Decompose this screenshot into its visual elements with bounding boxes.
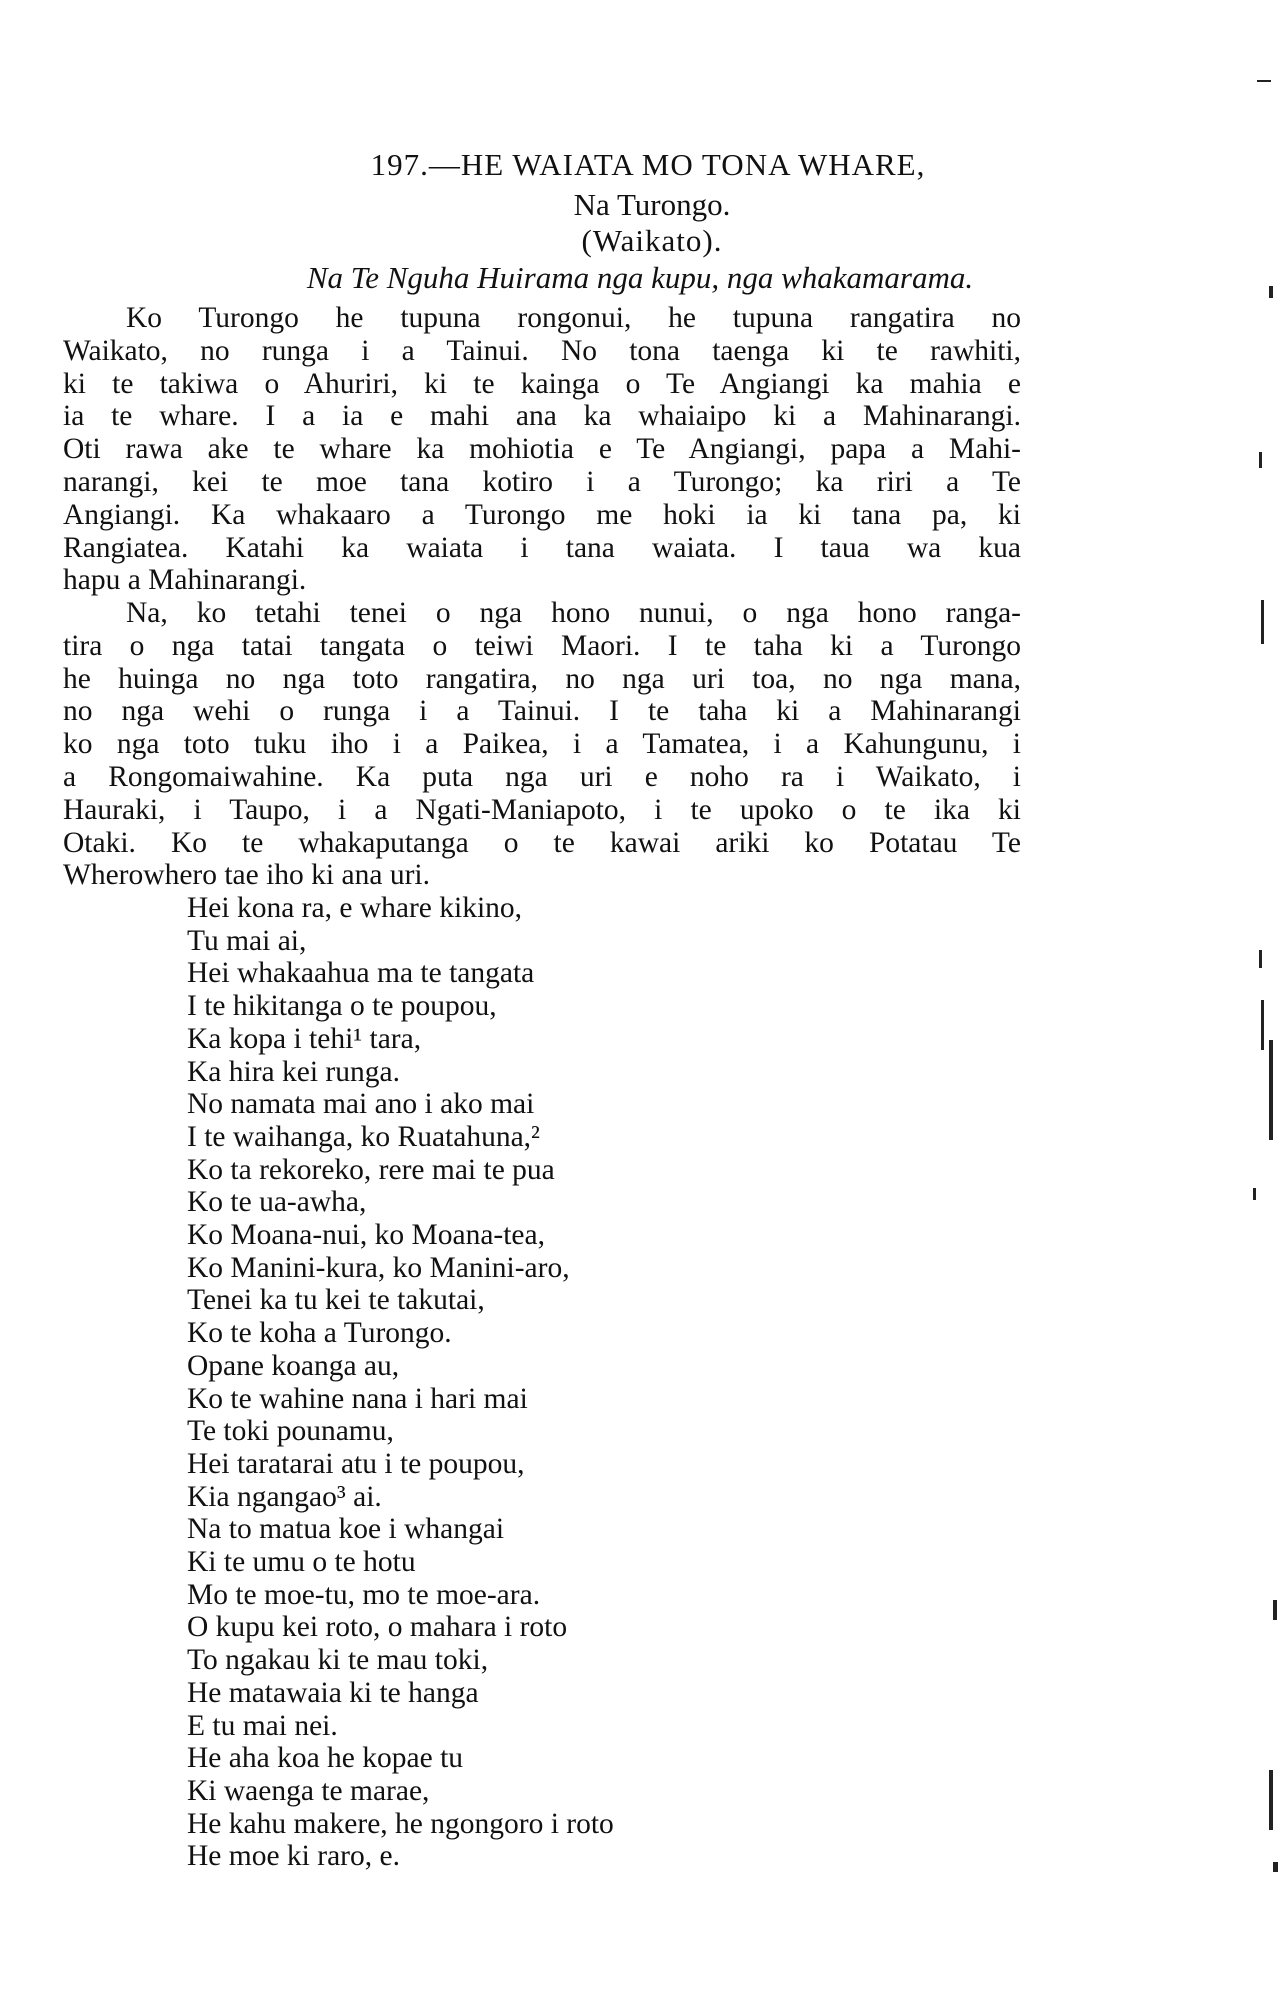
verse-line: Ka hira kei runga. <box>187 1055 400 1088</box>
verse-line: I te hikitanga o te poupou, <box>187 990 497 1023</box>
song-verse <box>187 892 614 1873</box>
paragraph-line: a Rongomaiwahine. Ka puta nga uri e noho ra i Waikato, i <box>63 760 1021 793</box>
paragraph-2 <box>63 597 1021 892</box>
verse-line: Ki waenga te marae, <box>187 1774 430 1807</box>
verse-line: Tenei ka tu kei te takutai, <box>187 1284 485 1317</box>
paragraph-line: Hauraki, i Taupo, i a Ngati-Maniapoto, i te upoko o te ika ki <box>63 793 1021 826</box>
verse-line: Ka kopa i tehi¹ tara, <box>187 1022 422 1055</box>
scan-mark <box>1253 1188 1256 1200</box>
song-title: 197.—HE WAIATA MO TONA WHARE, <box>370 147 926 182</box>
scan-mark <box>1259 452 1262 468</box>
verse-line: Hei whakaahua ma te tangata <box>187 957 535 990</box>
verse-line: He kahu makere, he ngongoro i roto <box>187 1807 614 1840</box>
verse-line: No namata mai ano i ako mai <box>187 1088 535 1121</box>
verse-line: O kupu kei roto, o mahara i roto <box>187 1611 568 1644</box>
paragraph-line: Rangiatea. Katahi ka waiata i tana waiata. I taua wa kua <box>63 531 1021 564</box>
scan-mark <box>1269 1770 1273 1830</box>
verse-line: Ko te wahine nana i hari mai <box>187 1382 528 1415</box>
paragraph-line: Waikato, no runga i a Tainui. No tona taenga ki te rawhiti, <box>63 334 1021 367</box>
song-author: Na Turongo. <box>573 187 731 222</box>
scan-mark <box>1269 286 1273 298</box>
verse-line: I te waihanga, ko Ruatahuna,² <box>187 1120 540 1153</box>
verse-line: Na to matua koe i whangai <box>187 1513 505 1546</box>
verse-line: Ko te koha a Turongo. <box>187 1317 452 1350</box>
paragraph-line: Otaki. Ko te whakaputanga o te kawai ariki ko Potatau Te <box>63 826 1021 859</box>
paragraph-line: narangi, kei te moe tana kotiro i a Turongo; ka riri a Te <box>63 465 1021 498</box>
verse-line: Ko te ua-awha, <box>187 1186 367 1219</box>
verse-line: To ngakau ki te mau toki, <box>187 1644 489 1677</box>
scan-mark <box>1259 950 1262 968</box>
verse-line: He matawaia ki te hanga <box>187 1676 479 1709</box>
verse-line: Kia ngangao³ ai. <box>187 1480 382 1513</box>
paragraph-line: tira o nga tatai tangata o teiwi Maori. I te taha ki a Turongo <box>63 629 1021 662</box>
scan-mark <box>1261 600 1264 644</box>
paragraph-line: Na, ko tetahi tenei o nga hono nunui, o nga hono ranga- <box>126 597 1021 629</box>
paragraph-line: Angiangi. Ka whakaaro a Turongo me hoki ia ki tana pa, ki <box>63 498 1021 531</box>
verse-line: Ko Moana-nui, ko Moana-tea, <box>187 1219 545 1252</box>
paragraph-line: Wherowhero tae iho ki ana uri. <box>63 859 430 892</box>
paragraph-1 <box>63 302 1021 597</box>
verse-line: Te toki pounamu, <box>187 1415 394 1448</box>
paragraph-line: hapu a Mahinarangi. <box>63 564 307 597</box>
verse-line: Tu mai ai, <box>187 924 307 957</box>
paragraph-line: ki te takiwa o Ahuriri, ki te kainga o Te Angiangi ka mahia e <box>63 367 1021 400</box>
scan-mark <box>1269 1040 1273 1140</box>
verse-line: He aha koa he kopae tu <box>187 1742 464 1775</box>
credit-line: Na Te Nguha Huirama nga kupu, nga whakamarama. <box>306 260 974 295</box>
scan-edge-artifacts <box>1225 0 1280 2000</box>
verse-line: Opane koanga au, <box>187 1349 400 1382</box>
verse-line: E tu mai nei. <box>187 1709 338 1742</box>
song-tribe: (Waikato). <box>581 223 723 258</box>
verse-line: Ko ta rekoreko, rere mai te pua <box>187 1153 555 1186</box>
scan-mark <box>1261 1000 1264 1050</box>
verse-line: Ko Manini-kura, ko Manini-aro, <box>187 1251 570 1284</box>
verse-line: Mo te moe-tu, mo te moe-ara. <box>187 1578 541 1611</box>
paragraph-line: ia te whare. I a ia e mahi ana ka whaiaipo ki a Mahinarangi. <box>63 400 1021 433</box>
paragraph-line: no nga wehi o runga i a Tainui. I te taha ki a Mahinarangi <box>63 695 1021 728</box>
scan-mark <box>1273 1600 1277 1620</box>
paragraph-line: Ko Turongo he tupuna rongonui, he tupuna rangatira no <box>126 302 1021 334</box>
scan-mark <box>1257 80 1271 82</box>
verse-line: Hei taratarai atu i te poupou, <box>187 1447 525 1480</box>
paragraph-line: he huinga no nga toto rangatira, no nga uri toa, no nga mana, <box>63 662 1021 695</box>
verse-line: Hei kona ra, e whare kikino, <box>187 892 523 924</box>
scan-mark <box>1273 1862 1278 1872</box>
paragraph-line: ko nga toto tuku iho i a Paikea, i a Tamatea, i a Kahungunu, i <box>63 728 1021 761</box>
verse-line: He moe ki raro, e. <box>187 1840 400 1873</box>
paragraph-line: Oti rawa ake te whare ka mohiotia e Te Angiangi, papa a Mahi- <box>63 433 1021 466</box>
verse-line: Ki te umu o te hotu <box>187 1546 416 1579</box>
